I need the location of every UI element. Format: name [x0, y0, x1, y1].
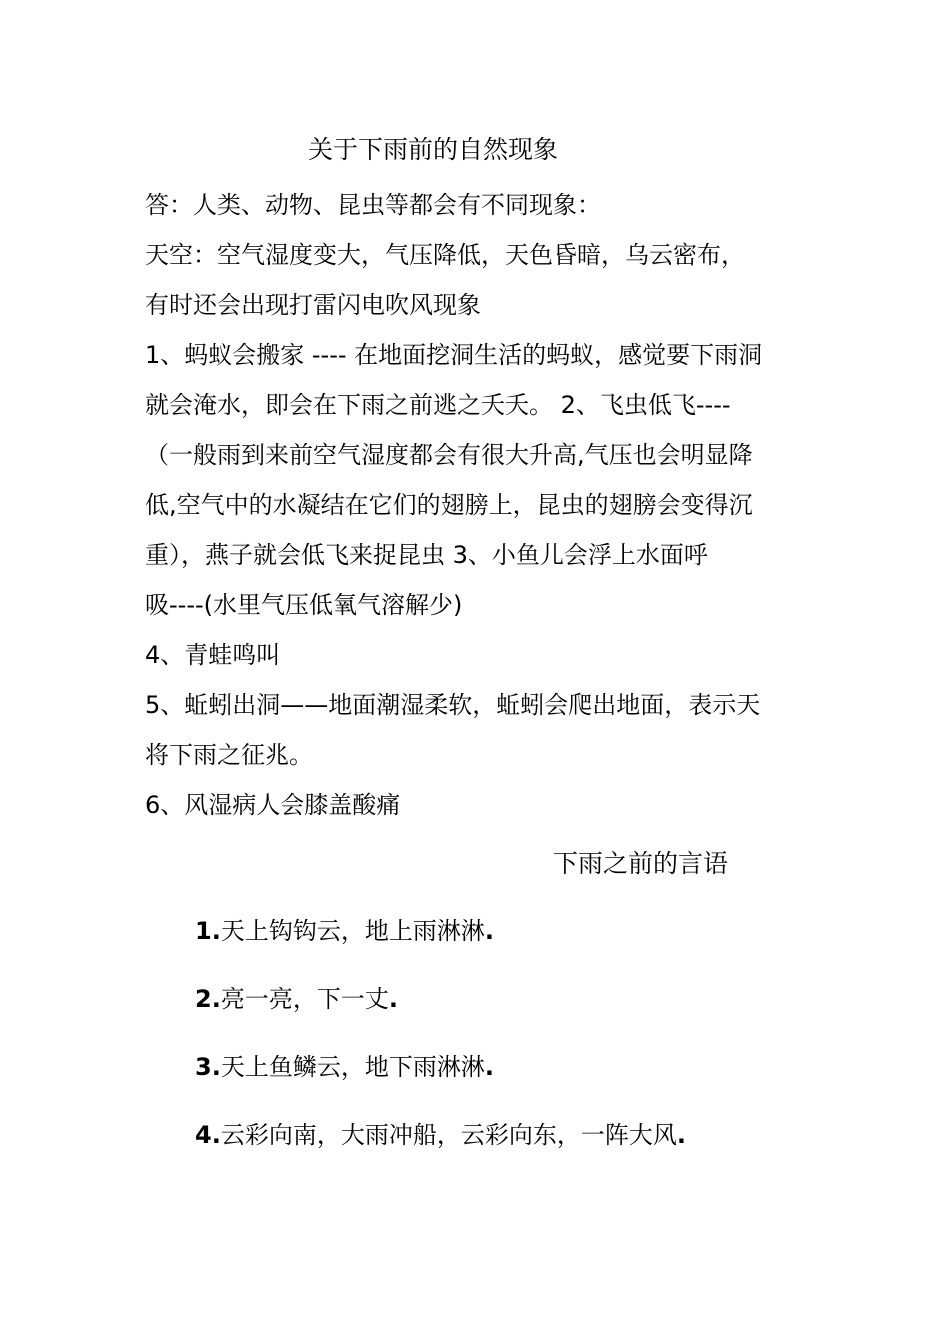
saying-text: 亮一亮，下一丈 — [220, 985, 389, 1013]
saying-end: . — [388, 985, 398, 1013]
body-line: （一般雨到来前空气湿度都会有很大升高,气压也会明显降 — [145, 441, 753, 469]
saying-number: 2. — [195, 985, 221, 1013]
body-line: 天空：空气湿度变大，气压降低，天色昏暗，乌云密布， — [145, 241, 745, 269]
saying-item — [195, 911, 686, 951]
saying-number: 4. — [195, 1121, 221, 1149]
document-title: 关于下雨前的自然现象 — [308, 135, 559, 164]
body-line: 吸----(水里气压低氧气溶解少) — [145, 591, 463, 619]
saying-text: 天上钩钩云，地上雨淋淋 — [220, 917, 485, 945]
body-line: 就会淹水，即会在下雨之前逃之夭夭。 2、飞虫低飞---- — [145, 391, 731, 419]
body-line: 5、蚯蚓出洞——地面潮湿柔软，蚯蚓会爬出地面，表示天 — [145, 691, 761, 719]
body-line: 重），燕子就会低飞来捉昆虫 3、小鱼儿会浮上水面呼 — [145, 541, 708, 569]
saying-number: 1. — [195, 917, 221, 945]
saying-item — [195, 979, 686, 1019]
saying-number: 3. — [195, 1053, 221, 1081]
sayings-title: 下雨之前的言语 — [553, 849, 729, 878]
saying-text: 天上鱼鳞云，地下雨淋淋 — [220, 1053, 485, 1081]
saying-end: . — [484, 917, 494, 945]
body-line: 低,空气中的水凝结在它们的翅膀上，昆虫的翅膀会变得沉 — [145, 491, 753, 519]
saying-item — [195, 1115, 686, 1155]
body-line: 将下雨之征兆。 — [145, 741, 313, 769]
saying-item — [195, 1047, 686, 1087]
body-line: 有时还会出现打雷闪电吹风现象 — [145, 291, 481, 319]
saying-end: . — [676, 1121, 686, 1149]
sayings-list — [195, 911, 686, 1183]
saying-end: . — [484, 1053, 494, 1081]
body-line: 答：人类、动物、昆虫等都会有不同现象： — [145, 191, 601, 219]
body-line: 1、蚂蚁会搬家 ---- 在地面挖洞生活的蚂蚁，感觉要下雨洞 — [145, 341, 763, 369]
document-body — [145, 180, 815, 830]
body-line: 6、风湿病人会膝盖酸痛 — [145, 791, 401, 819]
body-line: 4、青蛙鸣叫 — [145, 641, 281, 669]
saying-text: 云彩向南，大雨冲船，云彩向东，一阵大风 — [220, 1121, 677, 1149]
